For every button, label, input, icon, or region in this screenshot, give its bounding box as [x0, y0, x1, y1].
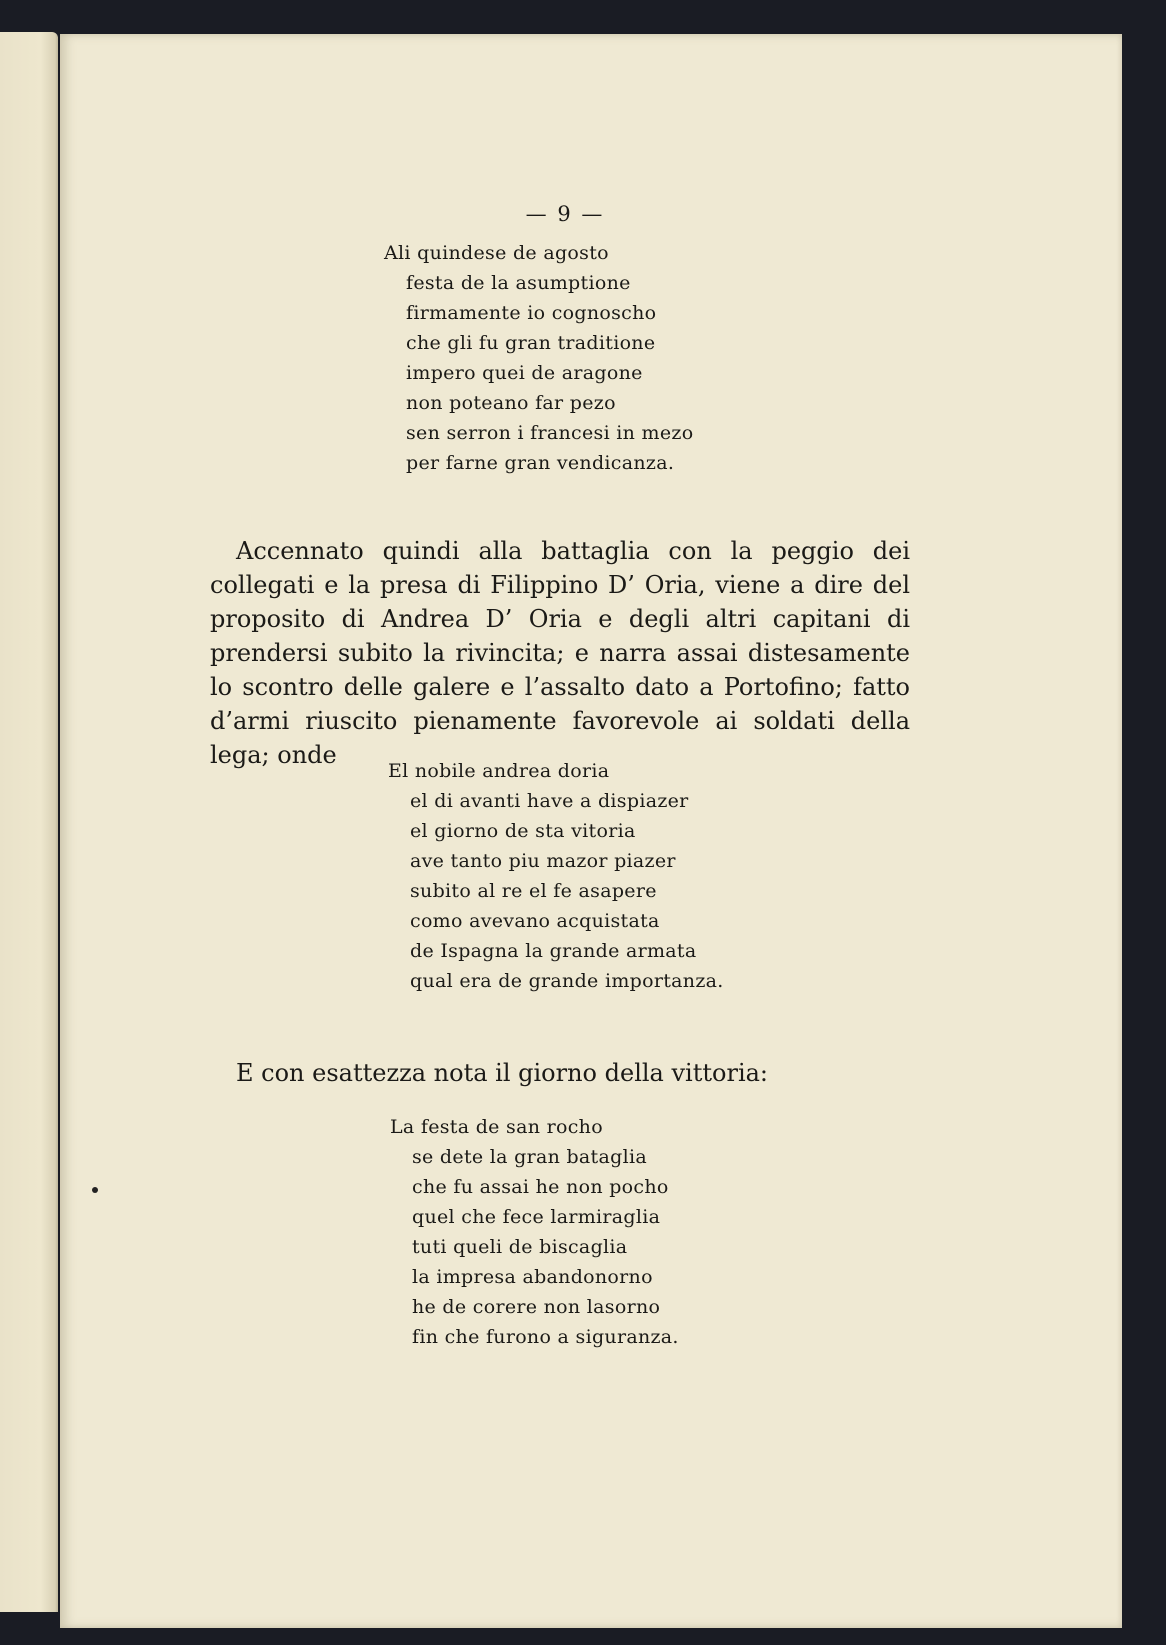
verse-line: quel che fece larmiraglia	[412, 1206, 661, 1228]
verse-line: che fu assai he non pocho	[412, 1176, 669, 1198]
facing-page-edge	[0, 32, 58, 1612]
verse-line: he de corere non lasorno	[412, 1296, 661, 1318]
verse-line: sen serron i francesi in mezo	[406, 422, 694, 444]
prose-paragraph-1: Accennato quindi alla battaglia con la peggio dei collegati e la presa di Filippino D’ Oria, viene a dire del proposito di Andrea D’ Oria e degli altri capitani di prendersi subito la rivincita; e narra assai distesamente lo scontro delle galere e l’assalto dato a Portofino; fatto d’armi riuscito pienamente favorevole ai soldati della lega; onde	[210, 537, 910, 769]
verse-line: ave tanto piu mazor piazer	[410, 850, 676, 872]
verse-line: non poteano far pezo	[406, 392, 616, 414]
verse-line: El nobile andrea doria	[388, 760, 610, 782]
verse-line: qual era de grande importanza.	[410, 970, 724, 992]
verse-line: el giorno de sta vitoria	[410, 820, 636, 842]
verse-line: Ali quindese de agosto	[384, 242, 609, 264]
prose-paragraph-2: E con esattezza nota il giorno della vittoria:	[236, 1059, 769, 1087]
ink-spot	[92, 1187, 98, 1193]
verse-line: per farne gran vendicanza.	[406, 452, 675, 474]
verse-line: como avevano acquistata	[410, 910, 660, 932]
verse-line: La festa de san rocho	[390, 1116, 603, 1138]
verse-line: impero quei de aragone	[406, 362, 643, 384]
verse-line: tuti queli de biscaglia	[412, 1236, 628, 1258]
verse-line: fin che furono a siguranza.	[412, 1326, 679, 1348]
page-number: — 9 —	[525, 202, 605, 226]
book-page	[60, 34, 1122, 1628]
verse-line: che gli fu gran traditione	[406, 332, 656, 354]
verse-line: la impresa abandonorno	[412, 1266, 653, 1288]
verse-line: el di avanti have a dispiazer	[410, 790, 689, 812]
verse-line: subito al re el fe asapere	[410, 880, 657, 902]
verse-stanza-1	[384, 238, 693, 478]
verse-stanza-2	[388, 756, 724, 996]
verse-line: festa de la asumptione	[406, 272, 631, 294]
verse-line: de Ispagna la grande armata	[410, 940, 697, 962]
verse-line: se dete la gran bataglia	[412, 1146, 647, 1168]
verse-line: firmamente io cognoscho	[406, 302, 657, 324]
verse-stanza-3	[390, 1112, 679, 1352]
